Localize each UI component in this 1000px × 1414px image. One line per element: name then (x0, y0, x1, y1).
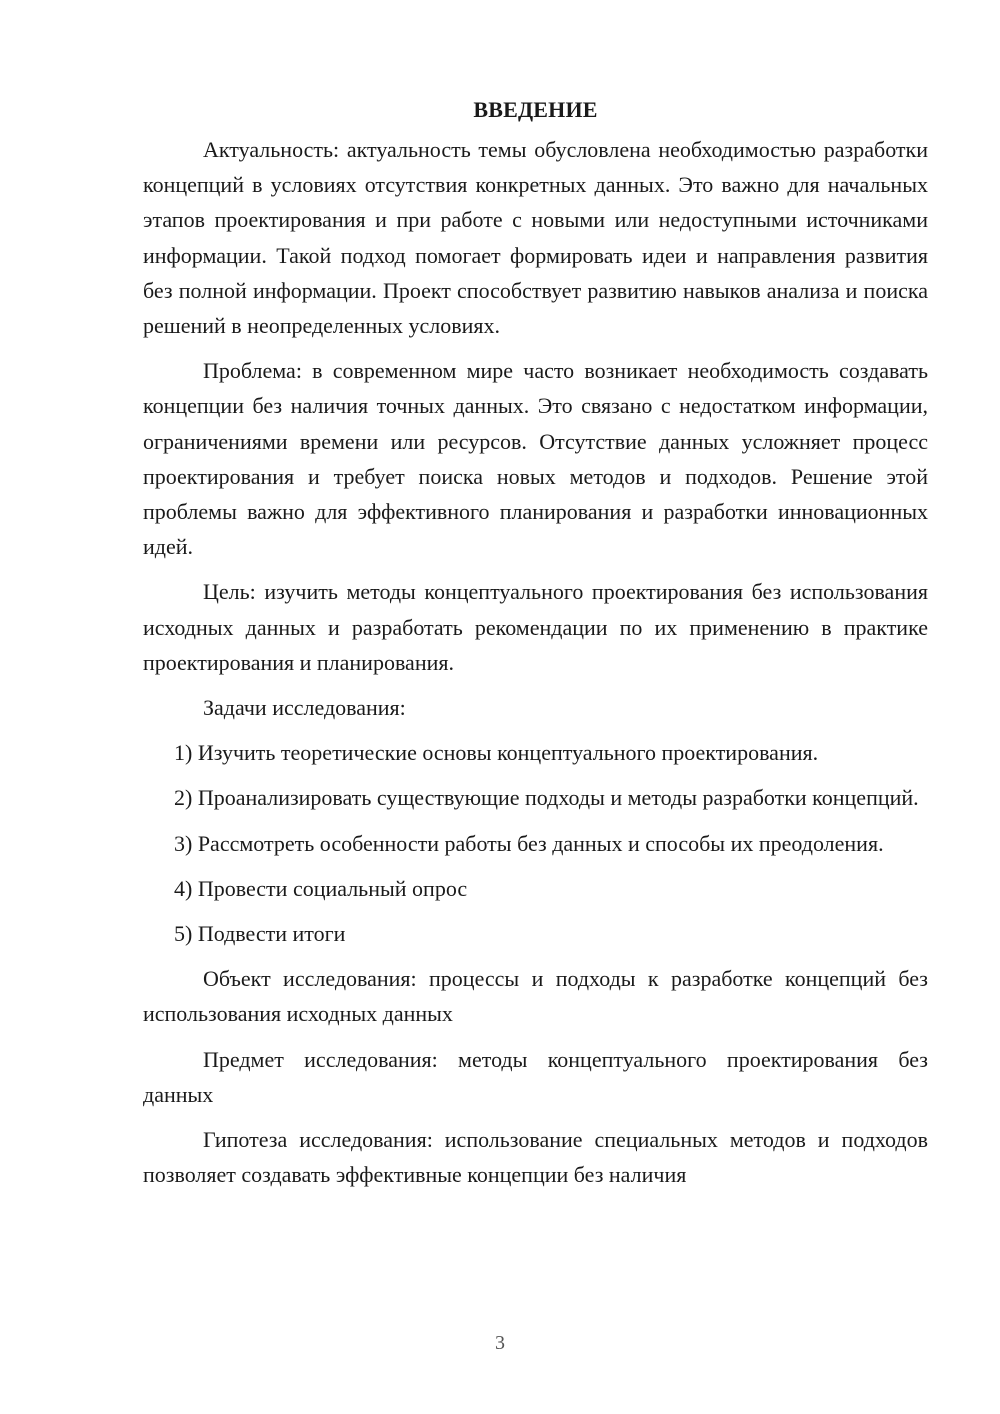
tasks-list (143, 735, 928, 951)
list-item: 4) Провести социальный опрос (174, 875, 468, 901)
page-number: 3 (495, 1332, 505, 1354)
list-item: 5) Подвести итоги (174, 921, 346, 947)
paragraph-object: Объект исследования: процессы и подходы к разработке концепций без использования исходных данных (143, 966, 928, 1027)
list-item: 1) Изучить теоретические основы концептуального проектирования. (174, 740, 819, 766)
page-title: ВВЕДЕНИЕ (473, 97, 598, 122)
paragraph-goal: Цель: изучить методы концептуального проектирования без использования исходных данных и разработать рекомендации по их применению в практике проектирования и планирования. (143, 579, 928, 675)
document-page (143, 92, 928, 1202)
list-item: 2) Проанализировать существующие подходы и методы разработки концепций. (174, 785, 919, 811)
paragraph-relevance: Актуальность: актуальность темы обусловлена необходимостью разработки концепций в условиях отсутствия конкретных данных. Это важно для начальных этапов проектирования и при работе с новыми или недоступными источниками информации. Такой подход помогает формировать идеи и направления развития без полной информации. Проект способствует развитию навыков анализа и поиска решений в неопределенных условиях. (143, 137, 928, 339)
paragraph-tasks-heading: Задачи исследования: (203, 695, 406, 721)
list-item: 3) Рассмотреть особенности работы без данных и способы их преодоления. (174, 830, 884, 856)
paragraph-subject: Предмет исследования: методы концептуального проектирования без данных (143, 1046, 928, 1107)
paragraph-hypothesis: Гипотеза исследования: использование специальных методов и подходов позволяет создавать эффективные концепции без наличия (143, 1127, 928, 1188)
paragraph-problem: Проблема: в современном мире часто возникает необходимость создавать концепции без наличия точных данных. Это связано с недостатком информации, ограничениями времени или ресурсов. Отсутствие данных усложняет процесс проектирования и требует поиска новых методов и подходов. Решение этой проблемы важно для эффективного планирования и разработки инновационных идей. (143, 358, 928, 560)
